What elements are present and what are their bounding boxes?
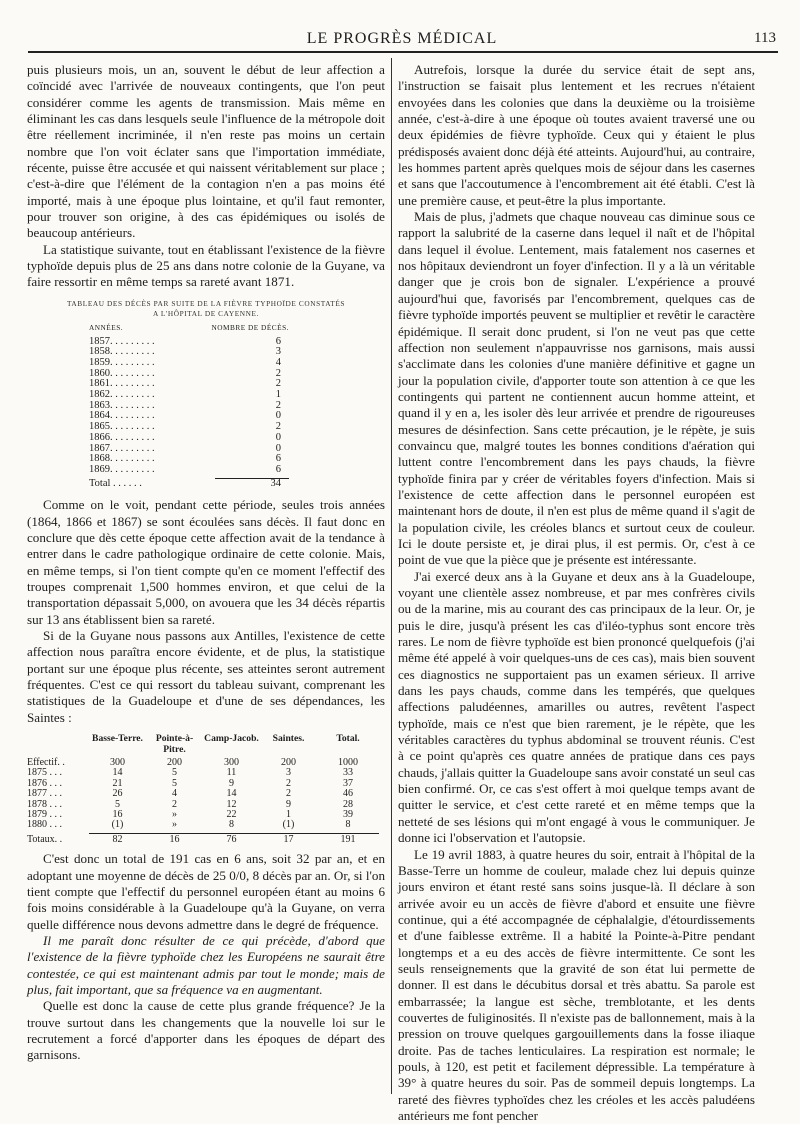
totals-row (27, 835, 385, 845)
table-row (27, 768, 385, 778)
right-column (398, 62, 755, 1124)
table-cell: 82 (89, 835, 146, 845)
paragraph: Comme on le voit, pendant cette période, seules trois années (1864, 1866 et 1867) se sont écoulées sans décès. Il faut donc en conclure que dès cette époque cette affection avait de la tendance à entrer dans le cadre pathologique ordinaire de cette colonie. Mais, en même temps, si l'on tient compte qu'en ce moment l'effectif des troupes comprenait 1,500 hommes environ, et que celui de la transportation dépassait 5,000, on avouera que les 34 décès répartis sur 13 ans établissent bien sa rareté. (27, 497, 385, 628)
table-cell: (1) (260, 820, 317, 830)
year-cell: 1859. . . . . . . . . (89, 358, 193, 369)
paragraph: Autrefois, lorsque la durée du service était de sept ans, l'instruction se faisait plus lentement et les recrues n'étaient envoyées dans les colonies que dans la deuxième ou la troisième année, c'est-à-dire à une époque où toutes avaient traversé une ou deux épidémies de fièvre typhoïde. Ceux qui y étaient le plus prédisposés avaient donc déjà été atteints. Aujourd'hui, au contraire, les hommes partent après quelques mois de séjour dans les casernes et sans que l'accoutumence à l'encombrement ait été établi. C'est là une première cause, et peut-être la plus importante. (398, 62, 755, 209)
table-cell: 300 (203, 758, 260, 768)
paragraph: C'est donc un total de 191 cas en 6 ans, soit 32 par an, et en adoptant une moyenne de décès de 25 0/0, 8 décès par an. Or, si l'on tient compte que l'effectif du personnel européen étant au moins 6 fois moins considérable à la Guadeloupe qu'à la Guyane, on verra quelle différence nous devons admettre dans le degré de fréquence. (27, 851, 385, 933)
deaths-cell: 0 (193, 433, 289, 444)
paragraph: Quelle est donc la cause de cette plus grande fréquence? Je la trouve surtout dans les changements que la nouvelle loi sur le recrutement a forcé d'apporter dans les époques de départ des garnisons. (27, 998, 385, 1063)
table-cell: 9 (203, 779, 260, 789)
page-number: 113 (754, 30, 776, 47)
table-cell: 16 (89, 810, 146, 820)
column-header: Pointe-à-Pitre. (146, 734, 203, 755)
deaths-cell: 6 (193, 454, 289, 465)
table-body (89, 337, 289, 476)
journal-title: LE PROGRÈS MÉDICAL (28, 30, 776, 48)
year-cell: 1863. . . . . . . . . (89, 401, 193, 412)
year-cell: 1858. . . . . . . . . (89, 347, 193, 358)
left-column (27, 62, 385, 1064)
table-cell: 200 (260, 758, 317, 768)
header-rule (28, 51, 778, 53)
table-cell: 5 (146, 768, 203, 778)
table-cell: 28 (317, 800, 379, 810)
deaths-cell: 2 (193, 379, 289, 390)
table-row (27, 789, 385, 799)
year-cell: 1880 . . . (27, 820, 89, 830)
paragraph: Le 19 avril 1883, à quatre heures du soir, entrait à l'hôpital de la Basse-Terre un homme de couleur, malade chez lui depuis quinze jours environ et étant resté sans soins jusque-là. Il déclare à son arrivée avoir eu un accès de fièvre d'abord et ensuite une fièvre continue, qui a été accompagnée de céphalalgie, d'étourdissements et d'une faiblesse extrême. Il a habité la Pointe-à-Pitre pendant longtemps et a eu des accès de fièvre intermittente. Ce sont les seuls renseignements que la gravité de son état lui permette de donner. Il est dans le décubitus dorsal et très abattu. Sa parole est embarrassée; la langue est sèche, tremblotante, et les dents couvertes de fuliginosités. Il n'existe pas de ballonnement, mais à la pression on trouve quelques gargouillements dans la fosse iliaque droite. Pas de taches lenticulaires. La respiration est normale; le pouls, à 120, est petit et facilement dépressible. La température à 39° à quatre heures du soir. Pas de sommeil depuis longtemps. La rareté des fièvres typhoïdes chez les créoles et les accès paludéens antérieurs me font pencher (398, 847, 755, 1124)
table-cell: 22 (203, 810, 260, 820)
table-row (27, 779, 385, 789)
table-cell: » (146, 820, 203, 830)
paragraph: La statistique suivante, tout en établissant l'existence de la fièvre typhoïde depuis plus de 25 ans dans notre colonie de la Guyane, va faire ressortir en même temps sa rareté avant 1871. (27, 242, 385, 291)
deaths-cell: 0 (193, 444, 289, 455)
table-row (89, 433, 289, 444)
column-header-deaths: NOMBRE DE DÉCÈS. (211, 323, 289, 334)
cayenne-deaths-table (89, 323, 289, 490)
table-cell: 3 (260, 768, 317, 778)
table-cell: 8 (203, 820, 260, 830)
deaths-cell: 2 (193, 422, 289, 433)
table-cell: 1 (260, 810, 317, 820)
table-cell: 37 (317, 779, 379, 789)
table-cell: 46 (317, 789, 379, 799)
paragraph: Mais de plus, j'admets que chaque nouveau cas diminue sous ce rapport la salubrité de la caserne dans lequel il naît et de l'hôpital dans lequel il évolue. Lentement, mais fatalement nos casernes et nos hôpitaux deviendront un foyer d'infection. Il y a là un véritable danger que je crois bon de signaler. L'expérience a prouvé aujourd'hui que, favorisés par l'encombrement, quelques cas de fièvre typhoïde importés peuvent se multiplier et revêtir le caractère épidémique. Il serait donc prudent, si l'on ne veut pas que cette affection non seulement n'appauvrisse nos garnisons, mais aussi s'acclimate dans les colonies d'une manière définitive et gagne un jour la population civile, d'apporter toute son attention à ce que les contingents qui partent ne contiennent aucun homme atteint, et quand il y en a, les isoler dès leur arrivée et prendre de rigoureuses mesures de désinfection. Sans cette précaution, je le répète, je suis convaincu que, malgré toutes les bonnes conditions d'aération qui luttent contre l'encombrement dans les pays chauds, la fièvre typhoïde finira par y créer de véritables foyers d'infection. Mais si l'existence de cette affection dans le personnel européen est maintenant hors de doute, il n'en est plus de même quand il s'agit de la population civile, les créoles blancs et surtout ceux de couleur. Ici le doute persiste et, je dirai plus, il est permis. Or, c'est à ce point de vue que la pièce que je présente est intéressante. (398, 209, 755, 569)
paragraph: J'ai exercé deux ans à la Guyane et deux ans à la Guadeloupe, voyant une clientèle assez nombreuse, et par mes confrères civils ou de la marine, mis au courant des cas principaux de la leur. Or, je puis le dire, jusqu'à présent les cas d'iléo-typhus sont encore très rares. Le nom de fièvre typhoïde est bien prononcé quelquefois (j'ai même été appelé à voir quelques-uns de ces cas), mais bien souvent ces diagnostics ne supportaient pas un examen sérieux. Il arrive dans les pays chauds, comme dans les tempérés, que quelques affections paludéennes, amarilles ou autres, revêtent l'aspect typhoïde, mais ce n'est que bien rarement, je le répète, que les véritables caractères du typhus abdominal se trouvent réunis. C'est à ce point qu'après ces quatre années de pratique dans ces pays chauds, j'allais quitter la Guadeloupe sans avoir constaté un seul cas bien confirmé. Or, ce cas s'est offert à moi quelque temps avant de quitter le service, et c'est cette rareté et en même temps que la netteté de ses lésions qui m'ont engagé à vous le communiquer. Je donne ici l'observation et l'autopsie. (398, 569, 755, 847)
deaths-cell: 2 (193, 369, 289, 380)
table-row (27, 820, 385, 830)
table-row (27, 810, 385, 820)
paragraph: Si de la Guyane nous passons aux Antilles, l'existence de cette affection nous paraîtra encore évidente, et de plus, la statistique portant sur une époque plus récente, ses atteintes seront autrement fréquentes. C'est ce qui ressort du tableau suivant, comprenant les statistiques de la Guadeloupe et d'une de ses dépendances, les Saintes : (27, 628, 385, 726)
deaths-cell: 4 (193, 358, 289, 369)
year-cell: 1862. . . . . . . . . (89, 390, 193, 401)
table-cell: 2 (260, 789, 317, 799)
year-cell: 1865. . . . . . . . . (89, 422, 193, 433)
table-cell: 14 (89, 768, 146, 778)
table-body (27, 768, 385, 830)
table-cell: 2 (260, 779, 317, 789)
column-divider (391, 58, 392, 1094)
year-cell: 1876 . . . (27, 779, 89, 789)
table-caption-line: A L'HÔPITAL DE CAYENNE. (27, 309, 385, 319)
deaths-cell: 6 (193, 337, 289, 348)
table-cell: 191 (317, 835, 379, 845)
table-cell: 300 (89, 758, 146, 768)
column-header: Saintes. (260, 734, 317, 755)
table-total-row (89, 479, 289, 490)
deaths-cell: 6 (193, 465, 289, 476)
total-label: Total . . . . . . (89, 479, 193, 490)
year-cell: 1866. . . . . . . . . (89, 433, 193, 444)
table-cell: 33 (317, 768, 379, 778)
table-cell: 14 (203, 789, 260, 799)
year-cell: 1868. . . . . . . . . (89, 454, 193, 465)
table-cell: 16 (146, 835, 203, 845)
table-cell: 4 (146, 789, 203, 799)
table-cell: 21 (89, 779, 146, 789)
table-cell: 26 (89, 789, 146, 799)
table-cell: 9 (260, 800, 317, 810)
guadeloupe-cases-table (27, 734, 385, 845)
table-header (27, 734, 385, 755)
year-cell: 1875 . . . (27, 768, 89, 778)
table-header (89, 323, 289, 334)
year-cell: 1877 . . . (27, 789, 89, 799)
table-cell: 5 (146, 779, 203, 789)
deaths-cell: 3 (193, 347, 289, 358)
year-cell: 1879 . . . (27, 810, 89, 820)
table-cell: 39 (317, 810, 379, 820)
table-cell: 200 (146, 758, 203, 768)
paragraph: puis plusieurs mois, un an, souvent le début de leur affection a coïncidé avec l'arrivée de nouveaux contingents, que l'on peut considérer comme les agents de transmission. Mais même en éliminant les cas dans lesquels seule l'influence de la métropole doit être réellement incriminée, il n'en reste pas moins un certain nombre que l'on voit éclater sans que l'importation immédiate, récente, puisse être accusée et qui naissent véritablement sur place ; c'est-à-dire que l'élément de la contagion n'en a pas moins été importé, mais à une époque plus lointaine, et qu'il faut remonter, pour trouver son origine, à des cas épidémiques ou isolés de beaucoup antérieurs. (27, 62, 385, 242)
year-cell: 1857. . . . . . . . . (89, 337, 193, 348)
table-cell: 5 (89, 800, 146, 810)
table-cell: 12 (203, 800, 260, 810)
table-cell: 2 (146, 800, 203, 810)
table-row (89, 465, 289, 476)
table-cell: 8 (317, 820, 379, 830)
table-cell: 11 (203, 768, 260, 778)
year-cell: 1878 . . . (27, 800, 89, 810)
table-cell: 17 (260, 835, 317, 845)
column-header: Camp-Jacob. (203, 734, 260, 755)
year-cell: 1867. . . . . . . . . (89, 444, 193, 455)
deaths-cell: 2 (193, 401, 289, 412)
row-label: Effectif. . (27, 758, 89, 768)
total-value: 34 (193, 479, 289, 490)
deaths-cell: 0 (193, 411, 289, 422)
column-header: Total. (317, 734, 379, 755)
column-header-years: ANNÉES. (89, 323, 123, 334)
table-cell: » (146, 810, 203, 820)
running-header (28, 28, 776, 48)
row-label: Totaux. . (27, 835, 89, 845)
paragraph-italic: Il me paraît donc résulter de ce qui précède, d'abord que l'existence de la fièvre typhoïde chez les Européens ne saurait être contestée, ce qui est maintenant admis par tout le monde; mais de plus, fait important, que sa fréquence va en augmentant. (27, 933, 385, 998)
year-cell: 1869. . . . . . . . . (89, 465, 193, 476)
table-row (27, 800, 385, 810)
table-cell: 1000 (317, 758, 379, 768)
year-cell: 1861. . . . . . . . . (89, 379, 193, 390)
effectif-row (27, 758, 385, 768)
deaths-cell: 1 (193, 390, 289, 401)
year-cell: 1860. . . . . . . . . (89, 369, 193, 380)
table-cell: 76 (203, 835, 260, 845)
column-header: Basse-Terre. (89, 734, 146, 755)
table-cell: (1) (89, 820, 146, 830)
table-caption (27, 299, 385, 319)
year-cell: 1864. . . . . . . . . (89, 411, 193, 422)
table-caption-line: TABLEAU DES DÉCÈS PAR SUITE DE LA FIÈVRE TYPHOÏDE CONSTATÉS (27, 299, 385, 309)
